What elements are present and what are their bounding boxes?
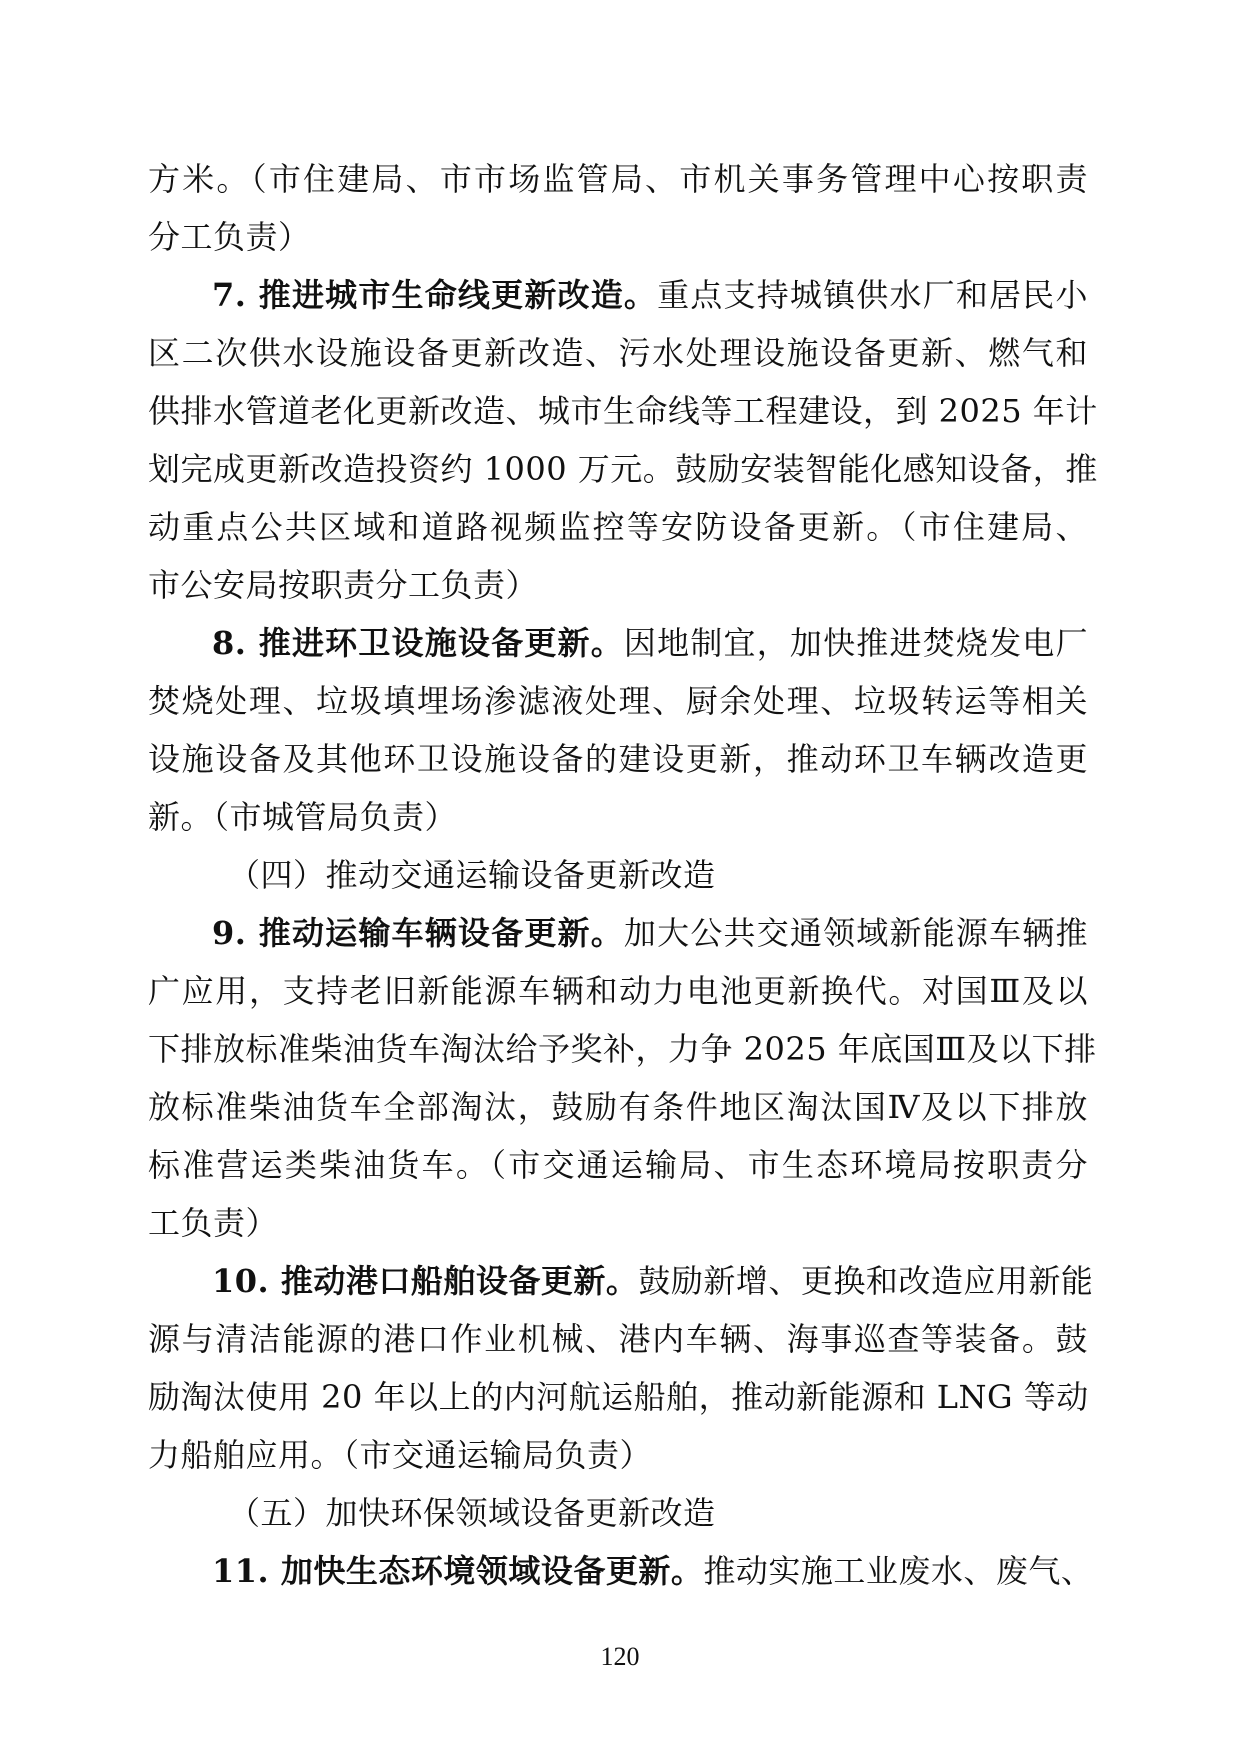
item-10-first-line [148,1252,1094,1310]
text-line: 区二次供水设施设备更新改造、污水处理设施设备更新、燃气和 [148,334,1088,372]
text-fragment: 因地制宜，加快推进焚烧发电厂 [623,624,1088,662]
text-line: 供排水管道老化更新改造、城市生命线等工程建设，到 2025 年计 [148,392,1098,430]
text-line: 新。（市城管局负责） [148,798,458,836]
item-11-title: 11. 加快生态环境领域设备更新。 [212,1552,704,1590]
text-fragment: 重点支持城镇供水厂和居民小 [657,276,1088,314]
item-8-title: 8. 推进环卫设施设备更新。 [212,624,624,662]
text-line: 下排放标准柴油货车淘汰给予奖补，力争 2025 年底国Ⅲ及以下排 [148,1030,1097,1068]
text-line: 励淘汰使用 20 年以上的内河航运船舶，推动新能源和 LNG 等动 [148,1378,1089,1416]
item-9-title: 9. 推动运输车辆设备更新。 [212,914,624,952]
text-line: 方米。（市住建局、市市场监管局、市机关事务管理中心按职责 [148,160,1088,198]
text-line: 源与清洁能源的港口作业机械、港内车辆、海事巡查等装备。鼓 [148,1320,1088,1358]
text-line: 工负责） [148,1204,279,1242]
text-line: 放标准柴油货车全部淘汰，鼓励有条件地区淘汰国Ⅳ及以下排放 [148,1088,1088,1126]
item-7-title: 7. 推进城市生命线更新改造。 [212,276,658,314]
text-line: 分工负责） [148,218,311,256]
item-8-first-line [148,614,1088,672]
item-9-first-line [148,904,1088,962]
text-line: 力船舶应用。（市交通运输局负责） [148,1436,653,1474]
section-heading-4: （四）推动交通运输设备更新改造 [228,856,716,894]
section-heading-5: （五）加快环保领域设备更新改造 [228,1494,716,1532]
text-line: 市公安局按职责分工负责） [148,566,539,604]
document-body [148,150,1098,1600]
text-fragment: 鼓励新增、更换和改造应用新能 [638,1262,1094,1300]
text-line: 划完成更新改造投资约 1000 万元。鼓励安装智能化感知设备，推 [148,450,1098,488]
text-fragment: 推动实施工业废水、废气、 [703,1552,1094,1590]
text-fragment: 加大公共交通领域新能源车辆推 [623,914,1088,952]
text-line: 标准营运类柴油货车。（市交通运输局、市生态环境局按职责分 [148,1146,1088,1184]
page-number: 120 [600,1642,640,1671]
text-line: 广应用，支持老旧新能源车辆和动力电池更新换代。对国Ⅲ及以 [148,972,1088,1010]
text-line: 动重点公共区域和道路视频监控等安防设备更新。（市住建局、 [148,508,1088,546]
item-7-first-line [148,266,1088,324]
text-line: 设施设备及其他环卫设施设备的建设更新，推动环卫车辆改造更 [148,740,1088,778]
text-line: 焚烧处理、垃圾填埋场渗滤液处理、厨余处理、垃圾转运等相关 [148,682,1088,720]
item-10-title: 10. 推动港口船舶设备更新。 [212,1262,639,1300]
item-11-first-line [148,1542,1094,1600]
